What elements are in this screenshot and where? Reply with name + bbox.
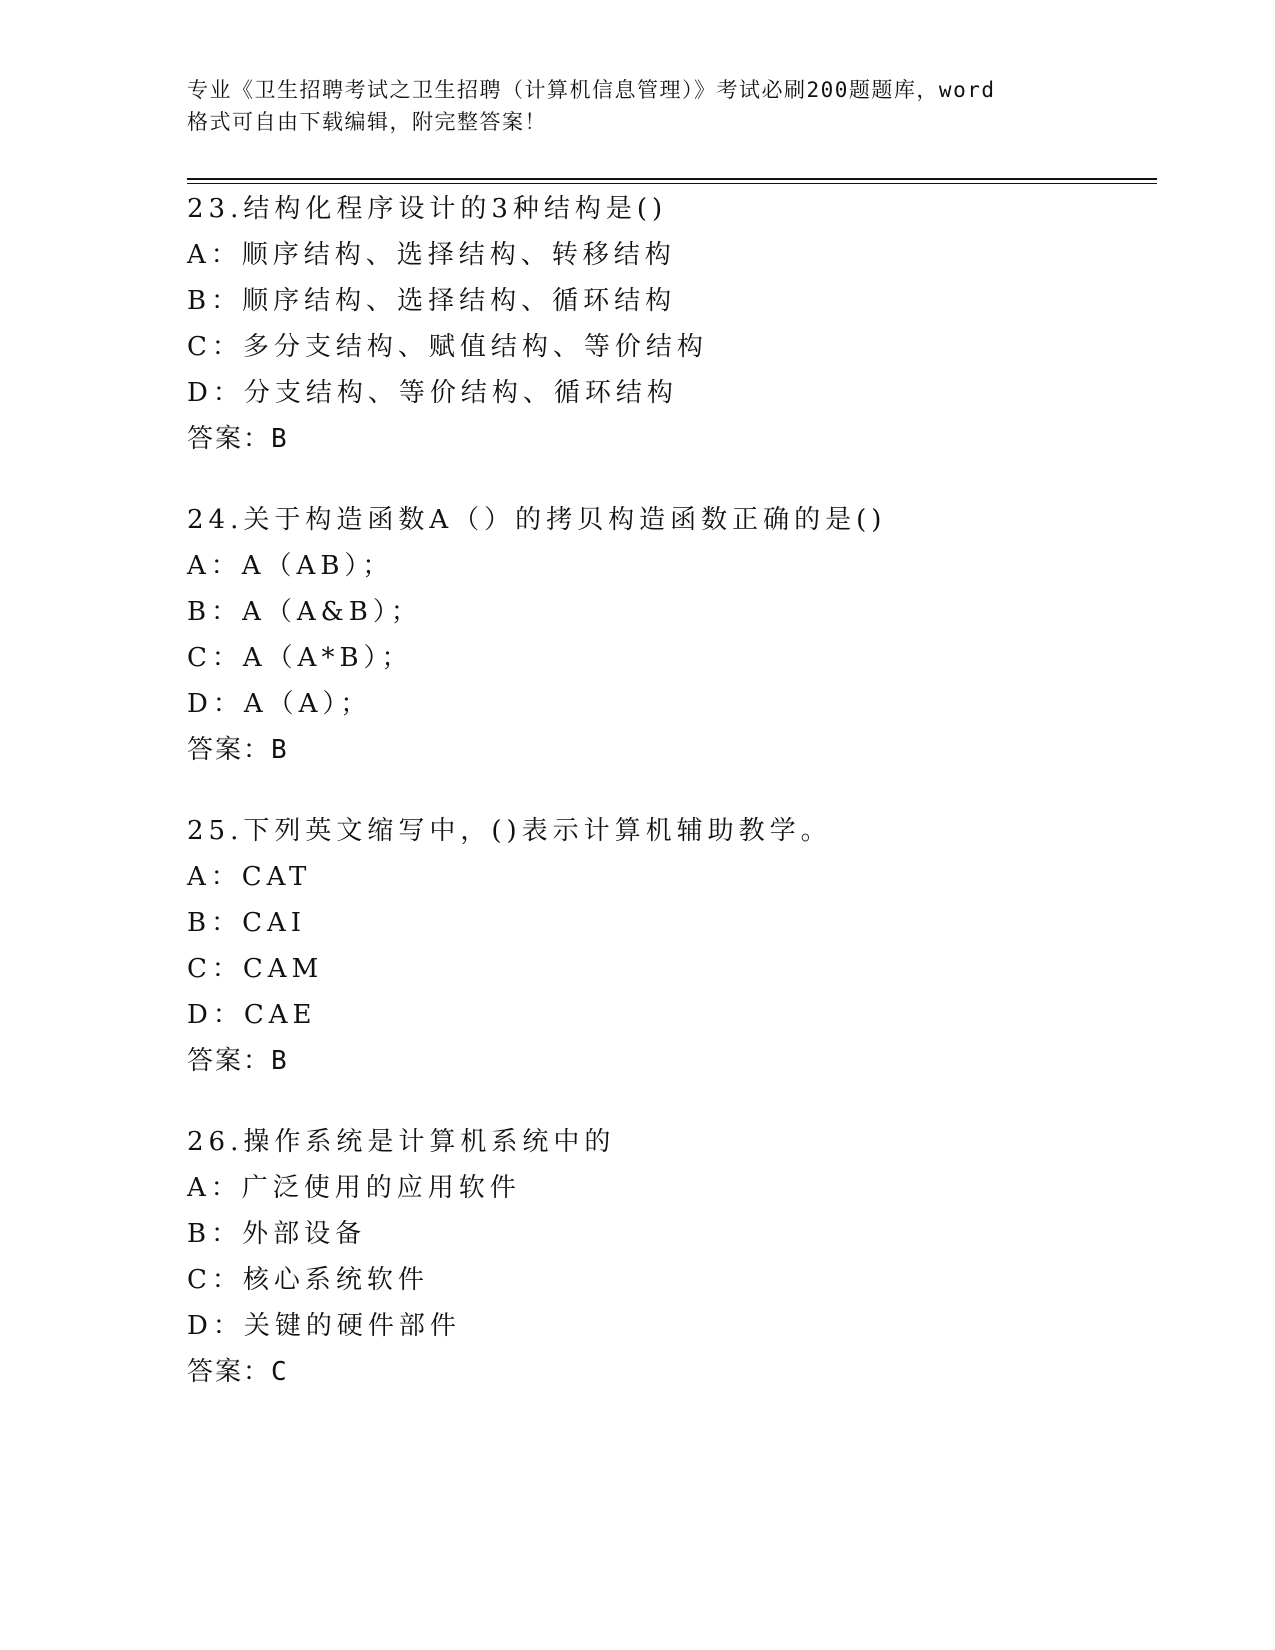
option-c: C：核心系统软件	[187, 1265, 429, 1295]
option-a: A：顺序结构、选择结构、转移结构	[187, 240, 676, 270]
question-stem: 25.下列英文缩写中，()表示计算机辅助教学。	[187, 816, 832, 846]
option-c: C：CAM	[187, 954, 324, 984]
question-stem: 24.关于构造函数A（）的拷贝构造函数正确的是()	[187, 505, 887, 535]
question-23	[187, 186, 1157, 462]
option-a: A：CAT	[187, 862, 312, 892]
answer-label: 答案：C	[187, 1357, 289, 1387]
option-c: C：多分支结构、赋值结构、等价结构	[187, 332, 708, 362]
option-d: D：A（A）；	[187, 689, 372, 719]
option-a: A：广泛使用的应用软件	[187, 1173, 521, 1203]
answer-label: 答案：B	[187, 735, 289, 765]
option-b: B：A（A&B）；	[187, 597, 422, 627]
question-24	[187, 497, 1157, 773]
question-25	[187, 808, 1157, 1084]
header-divider-thick	[187, 178, 1157, 180]
answer-label: 答案：B	[187, 1046, 289, 1076]
header-line-2: 格式可自由下载编辑，附完整答案！	[187, 110, 547, 134]
option-b: B：外部设备	[187, 1219, 367, 1249]
option-b: B：顺序结构、选择结构、循环结构	[187, 286, 677, 316]
option-d: D：关键的硬件部件	[187, 1311, 461, 1341]
option-d: D：分支结构、等价结构、循环结构	[187, 378, 678, 408]
option-a: A：A（AB）；	[187, 551, 394, 581]
question-26	[187, 1119, 1157, 1395]
document-header	[187, 74, 1087, 138]
header-divider-thin	[187, 183, 1157, 184]
option-b: B：CAI	[187, 908, 307, 938]
question-stem: 26.操作系统是计算机系统中的	[187, 1127, 616, 1157]
option-c: C：A（A*B）；	[187, 643, 413, 673]
header-line-1: 专业《卫生招聘考试之卫生招聘（计算机信息管理）》考试必刷200题题库，word	[187, 78, 996, 102]
option-d: D：CAE	[187, 1000, 317, 1030]
question-stem: 23.结构化程序设计的3种结构是()	[187, 194, 668, 224]
answer-label: 答案：B	[187, 424, 289, 454]
